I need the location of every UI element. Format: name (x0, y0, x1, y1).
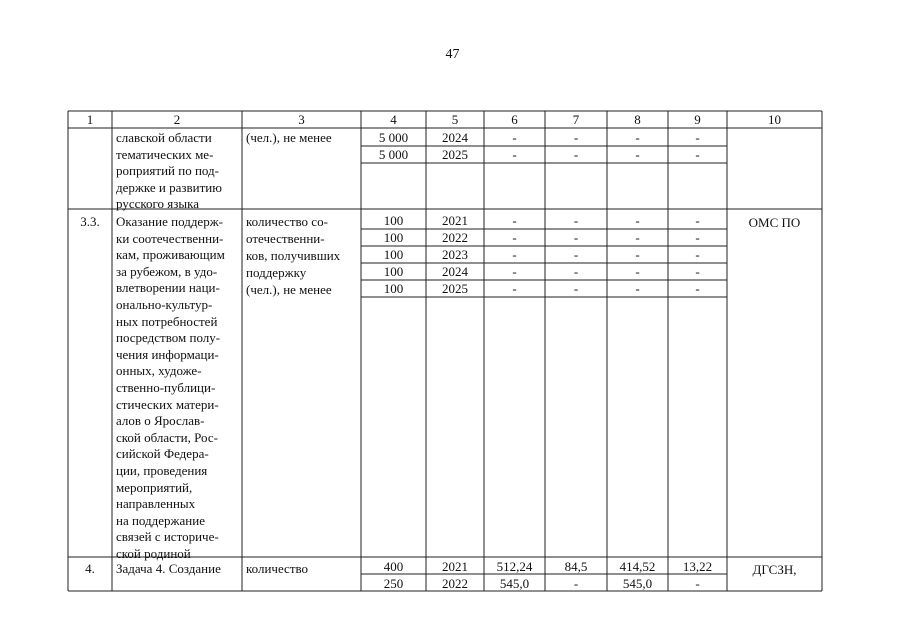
cell-v4: 100 (383, 264, 404, 279)
cell-v5: 2025 (442, 281, 468, 296)
cell-v9: - (695, 576, 700, 591)
column-header-5: 5 (451, 112, 459, 127)
cell-v9: 13,22 (682, 559, 713, 574)
indicator-line: (чел.), не менее (246, 282, 332, 297)
cell-v4: 5 000 (378, 147, 409, 162)
cell-v8: - (635, 281, 640, 296)
description-line: славской области (116, 130, 212, 145)
description-line: связей с историче- (116, 529, 219, 545)
cell-v5: 2024 (442, 130, 468, 145)
description-line: онных, художе- (116, 363, 202, 379)
column-header-10: 10 (768, 112, 781, 127)
cell-v5: 2023 (442, 247, 468, 262)
cell-v5: 2021 (442, 559, 468, 574)
cell-v6: - (512, 213, 517, 228)
description-line: ки соотечественни- (116, 230, 224, 246)
cell-v4: 5 000 (378, 130, 409, 145)
indicator-line: ков, получивших (246, 248, 341, 263)
description-line: ственно-публици- (116, 380, 216, 395)
column-header-3: 3 (298, 112, 305, 127)
column-header-1: 1 (86, 112, 94, 127)
cell-v9: - (695, 213, 700, 228)
cell-v9: - (695, 247, 700, 262)
indicator-line: отечественни- (246, 231, 325, 246)
indicator-line: поддержку (246, 265, 307, 280)
cell-v5: 2022 (442, 230, 468, 245)
cell-v6: 545,0 (499, 576, 530, 591)
description-line: на поддержание (116, 512, 205, 528)
row-number: 3.3. (80, 214, 100, 229)
cell-v7: - (573, 247, 579, 262)
description-line: мероприятий, (116, 479, 193, 495)
cell-v8: 545,0 (622, 576, 653, 591)
cell-v7: - (573, 213, 579, 228)
description-line: алов о Ярослав- (116, 413, 205, 429)
description-line: кам, проживающим (116, 247, 225, 263)
indicator-line: количество (246, 561, 309, 576)
cell-v9: - (695, 130, 700, 145)
cell-v7: - (573, 281, 579, 296)
cell-v5: 2024 (442, 264, 468, 279)
cell-v9: - (695, 281, 700, 296)
cell-v9: - (695, 147, 700, 162)
cell-v8: - (635, 247, 640, 262)
cell-v5: 2025 (442, 147, 468, 162)
cell-v6: - (512, 247, 517, 262)
cell-v7: - (573, 264, 579, 279)
description-line: ской области, Рос- (116, 429, 218, 445)
executor: ДГСЗН, (752, 562, 797, 577)
column-header-9: 9 (694, 112, 701, 127)
cell-v4: 100 (383, 213, 404, 228)
column-header-8: 8 (634, 112, 641, 127)
column-header-2: 2 (173, 112, 181, 127)
description-line: стических матери- (116, 396, 219, 412)
column-header-4: 4 (390, 112, 397, 127)
cell-v6: - (512, 130, 517, 145)
cell-v8: - (635, 264, 640, 279)
cell-v6: - (512, 147, 517, 162)
cell-v6: - (512, 281, 517, 296)
cell-v4: 100 (383, 281, 404, 296)
description-line: ных потребностей (116, 313, 218, 329)
cell-v5: 2021 (442, 213, 468, 228)
description-line: сийской Федера- (116, 446, 209, 462)
description-line: роприятий по под- (116, 163, 219, 179)
cell-v4: 250 (383, 576, 404, 591)
cell-v7: - (573, 130, 579, 145)
cell-v9: - (695, 230, 700, 245)
cell-v8: - (635, 230, 640, 245)
executor: ОМС ПО (748, 215, 801, 230)
description-line: Задача 4. Создание (116, 561, 221, 576)
column-header-6: 6 (511, 112, 518, 127)
cell-v7: 84,5 (564, 559, 588, 574)
cell-v4: 400 (383, 559, 404, 574)
description-line: русского языка (116, 196, 200, 212)
description-line: тематических ме- (116, 146, 214, 162)
cell-v4: 100 (383, 230, 404, 245)
description-line: влетворении наци- (116, 280, 220, 296)
cell-v6: 512,24 (496, 559, 533, 574)
cell-v6: - (512, 230, 517, 245)
cell-v7: - (573, 147, 579, 162)
cell-v8: - (635, 147, 640, 162)
cell-v8: 414,52 (619, 559, 656, 574)
description-line: Оказание поддерж- (116, 214, 224, 229)
cell-v5: 2022 (442, 576, 468, 591)
description-line: ции, проведения (116, 463, 208, 478)
description-line: за рубежом, в удо- (116, 263, 218, 279)
description-line: онально-культур- (116, 297, 213, 312)
description-line: посредством полу- (116, 330, 221, 346)
description-line: чения информаци- (116, 346, 219, 362)
indicator-line: количество со- (246, 214, 328, 229)
column-header-7: 7 (572, 112, 580, 127)
cell-v4: 100 (383, 247, 404, 262)
cell-v8: - (635, 213, 640, 228)
cell-v7: - (573, 576, 579, 591)
description-line: направленных (116, 496, 196, 512)
page-number: 47 (445, 47, 460, 62)
description-line: держке и развитию (116, 179, 222, 195)
cell-v7: - (573, 230, 579, 245)
row-number: 4. (85, 561, 95, 576)
indicator-line: (чел.), не менее (246, 130, 332, 145)
cell-v6: - (512, 264, 517, 279)
cell-v8: - (635, 130, 640, 145)
description-line: ской родиной (116, 546, 191, 561)
cell-v9: - (695, 264, 700, 279)
